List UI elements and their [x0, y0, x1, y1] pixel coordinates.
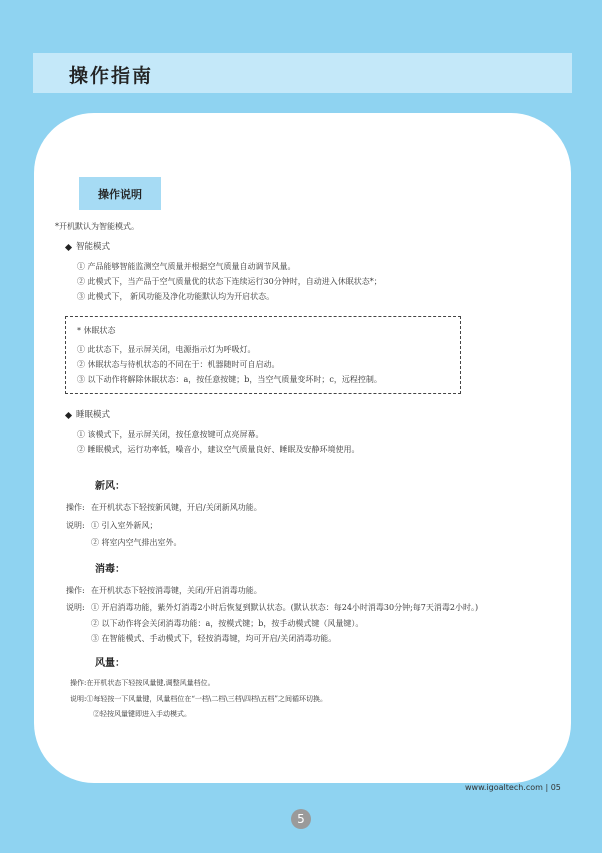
sleep-state-item: ③ 以下动作将解除休眠状态：a，按任意按键；b，当空气质量变坏时；c，远程控制。	[77, 375, 382, 384]
footer-url: www.igoaltech.com | 05	[465, 783, 561, 792]
sleep-state-item: ① 此状态下，显示屏关闭，电源指示灯为呼吸灯。	[77, 345, 256, 354]
fan-speed-title: 风量：	[95, 658, 125, 669]
disinfect-op-label: 操作:	[66, 586, 85, 595]
fresh-air-desc-item: ② 将室内空气排出室外。	[91, 538, 182, 547]
fresh-air-desc-item: ① 引入室外新风；	[91, 521, 158, 530]
disinfect-desc-label: 说明:	[66, 603, 85, 612]
night-mode-title: 睡眠模式	[76, 410, 111, 420]
smart-mode-item: ③ 此模式下， 新风功能及净化功能默认均为开启状态。	[77, 292, 275, 301]
fan-speed-op-line: 操作:在开机状态下轻按风量键,调整风量档位。	[70, 679, 215, 687]
disinfect-desc-item: ③ 在智能模式、手动模式下，轻按消毒键，均可开启/关闭消毒功能。	[91, 634, 337, 643]
smart-mode-title: 智能模式	[76, 242, 111, 252]
fan-speed-desc-line: ②轻按风量键即进入手动模式。	[93, 710, 191, 718]
header-band	[33, 53, 572, 93]
fan-speed-desc-line: 说明:①每轻按一下风量键，风量档位在“一档\二档\三档\四档\五档”之间循环切换。	[70, 695, 327, 703]
disinfect-title: 消毒：	[95, 564, 125, 575]
night-mode-item: ② 睡眠模式，运行功率低，噪音小，建议空气质量良好、睡眠及安静环境使用。	[77, 445, 360, 454]
smart-mode-item: ① 产品能够智能监测空气质量并根据空气质量自动调节风量。	[77, 262, 296, 271]
night-mode-item: ① 该模式下，显示屏关闭，按任意按键可点亮屏幕。	[77, 430, 264, 439]
page-title: 操作指南	[69, 65, 154, 87]
fresh-air-op-label: 操作:	[66, 503, 85, 512]
fresh-air-desc-label: 说明:	[66, 521, 85, 530]
sleep-state-title: * 休眠状态	[77, 326, 116, 335]
sleep-state-item: ② 休眠状态与待机状态的不同在于：机器随时可自启动。	[77, 360, 280, 369]
disinfect-op-text: 在开机状态下轻按消毒键，关闭/开启消毒功能。	[91, 586, 262, 595]
section-badge: 操作说明	[79, 177, 161, 210]
smart-mode-item: ② 此模式下，当产品于空气质量优的状态下连续运行30分钟时，自动进入休眠状态*；	[77, 277, 382, 286]
intro-note: *开机默认为智能模式。	[55, 222, 139, 231]
disinfect-desc-item: ① 开启消毒功能，紫外灯消毒2小时后恢复到默认状态。(默认状态：每24小时消毒30分钟;每7天消毒2小时。)	[91, 603, 479, 612]
fresh-air-title: 新风：	[95, 481, 125, 492]
fresh-air-op-text: 在开机状态下轻按新风键，开启/关闭新风功能。	[91, 503, 262, 512]
page-number: 5	[291, 809, 311, 829]
disinfect-desc-item: ② 以下动作将会关闭消毒功能：a，按模式键；b，按手动模式键（风量键）。	[91, 619, 364, 628]
